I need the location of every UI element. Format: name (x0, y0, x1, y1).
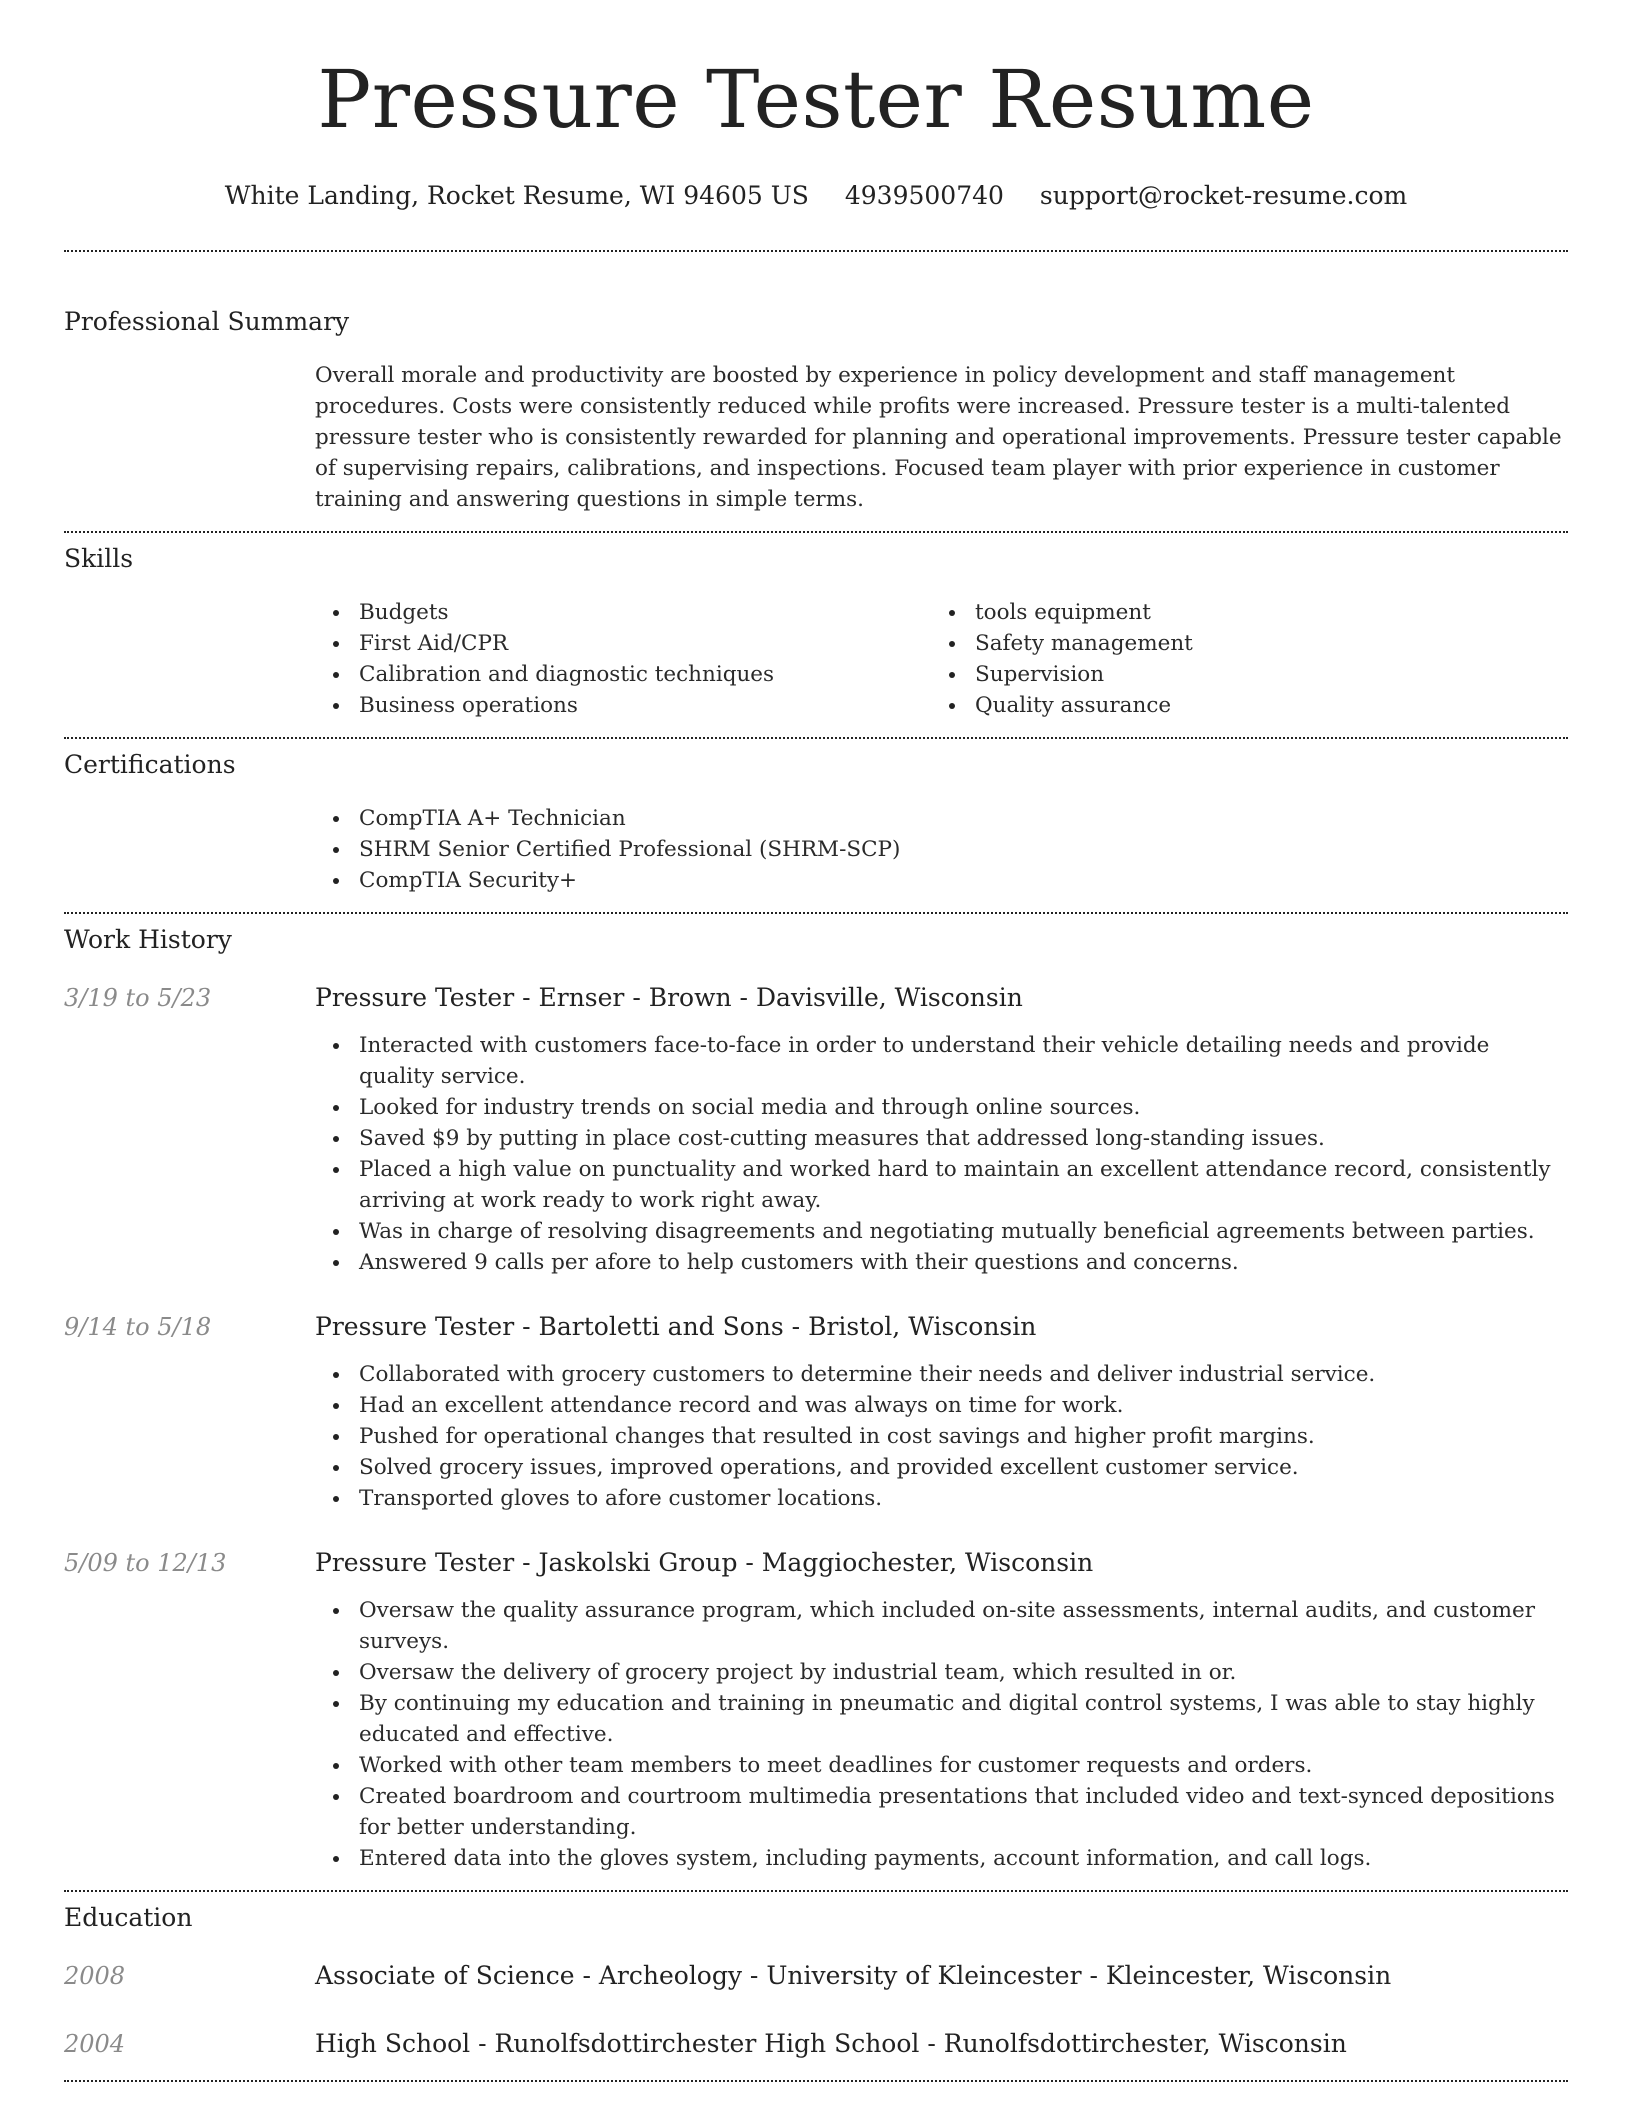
certification-item: CompTIA A+ Technician (315, 803, 1568, 834)
job-dates: 5/09 to 12/13 (64, 1549, 227, 1577)
resume-title: Pressure Tester Resume (317, 53, 1315, 146)
summary-text: Overall morale and productivity are boosted by experience in policy development and staff management procedures. Costs were consistently reduced while profits were increased. Pressure tester is a multi-talented pressure tester who is consistently rewarded for planning and operational improvements. Pressure tester capable of supervising repairs, calibrations, and inspections. Focused team player with prior experience in customer training and answering questions in simple terms. (315, 363, 1562, 512)
job-heading: Pressure Tester - Bartoletti and Sons - Bristol, Wisconsin (315, 1312, 1037, 1341)
contact-email: support@rocket-resume.com (1039, 181, 1408, 210)
section-title-education: Education (64, 1903, 193, 1932)
job-bullet: Placed a high value on punctuality and worked hard to maintain an excellent attendance record, consistently arriving at work ready to work right away. (315, 1154, 1568, 1216)
job-heading: Pressure Tester - Ernser - Brown - Davisville, Wisconsin (315, 983, 1023, 1012)
work-history-section (64, 914, 1568, 1874)
job-entry (64, 982, 1568, 1278)
section-title-certifications: Certifications (64, 750, 236, 779)
certification-item: CompTIA Security+ (315, 865, 1568, 896)
job-bullets (315, 1030, 1568, 1278)
education-entry (64, 1960, 1568, 1992)
job-bullet: Oversaw the quality assurance program, which included on-site assessments, internal audits, and customer surveys. (315, 1595, 1568, 1657)
job-bullet: Saved $9 by putting in place cost-cutting measures that addressed long-standing issues. (315, 1123, 1568, 1154)
job-bullet: Worked with other team members to meet deadlines for customer requests and orders. (315, 1750, 1568, 1781)
education-year: 2004 (64, 2030, 126, 2058)
job-entry (64, 1547, 1568, 1874)
job-dates: 3/19 to 5/23 (64, 984, 212, 1012)
job-bullet: Solved grocery issues, improved operations, and provided excellent customer service. (315, 1452, 1568, 1483)
job-bullets (315, 1359, 1568, 1514)
job-bullet: Transported gloves to afore customer locations. (315, 1483, 1568, 1514)
summary-section (64, 252, 1568, 515)
skill-item: Calibration and diagnostic techniques (315, 659, 931, 690)
skill-item: Supervision (931, 659, 1547, 690)
skills-section (64, 533, 1568, 721)
education-entry (64, 2028, 1568, 2060)
education-text: High School - Runolfsdottirchester High School - Runolfsdottirchester, Wisconsin (315, 2029, 1347, 2058)
resume-header (64, 0, 1568, 212)
skill-item: First Aid/CPR (315, 628, 931, 659)
skills-list-right (931, 597, 1547, 721)
job-heading: Pressure Tester - Jaskolski Group - Maggiochester, Wisconsin (315, 1548, 1094, 1577)
contact-phone: 4939500740 (844, 181, 1004, 210)
section-title-summary: Professional Summary (64, 307, 350, 336)
section-title-work-history: Work History (64, 925, 232, 954)
job-dates: 9/14 to 5/18 (64, 1313, 212, 1341)
job-bullet: Pushed for operational changes that resulted in cost savings and higher profit margins. (315, 1421, 1568, 1452)
resume-page (64, 0, 1568, 2112)
job-bullet: Answered 9 calls per afore to help customers with their questions and concerns. (315, 1247, 1568, 1278)
job-entry (64, 1311, 1568, 1514)
skill-item: Quality assurance (931, 690, 1547, 721)
education-section (64, 1892, 1568, 2060)
certifications-list (315, 803, 1568, 896)
job-bullet: Looked for industry trends on social media and through online sources. (315, 1092, 1568, 1123)
skill-item: Business operations (315, 690, 931, 721)
section-title-skills: Skills (64, 544, 134, 573)
job-bullet: Was in charge of resolving disagreements and negotiating mutually beneficial agreements between parties. (315, 1216, 1568, 1247)
divider (64, 2080, 1568, 2082)
job-bullet: Oversaw the delivery of grocery project by industrial team, which resulted in or. (315, 1657, 1568, 1688)
job-bullet: Collaborated with grocery customers to determine their needs and deliver industrial service. (315, 1359, 1568, 1390)
certification-item: SHRM Senior Certified Professional (SHRM-SCP) (315, 834, 1568, 865)
job-bullet: Entered data into the gloves system, including payments, account information, and call logs. (315, 1843, 1568, 1874)
contact-address: White Landing, Rocket Resume, WI 94605 US (224, 181, 809, 210)
contact-line (64, 180, 1568, 212)
skills-grid (315, 597, 1568, 721)
job-bullet: By continuing my education and training in pneumatic and digital control systems, I was able to stay highly educated and effective. (315, 1688, 1568, 1750)
education-text: Associate of Science - Archeology - University of Kleincester - Kleincester, Wisconsin (315, 1961, 1392, 1990)
job-bullets (315, 1595, 1568, 1874)
job-bullet: Interacted with customers face-to-face in order to understand their vehicle detailing needs and provide quality service. (315, 1030, 1568, 1092)
skills-list-left (315, 597, 931, 721)
job-bullet: Had an excellent attendance record and was always on time for work. (315, 1390, 1568, 1421)
skill-item: Budgets (315, 597, 931, 628)
skill-item: Safety management (931, 628, 1547, 659)
education-year: 2008 (64, 1962, 126, 1990)
certifications-section (64, 739, 1568, 896)
skill-item: tools equipment (931, 597, 1547, 628)
job-bullet: Created boardroom and courtroom multimedia presentations that included video and text-synced depositions for better understanding. (315, 1781, 1568, 1843)
